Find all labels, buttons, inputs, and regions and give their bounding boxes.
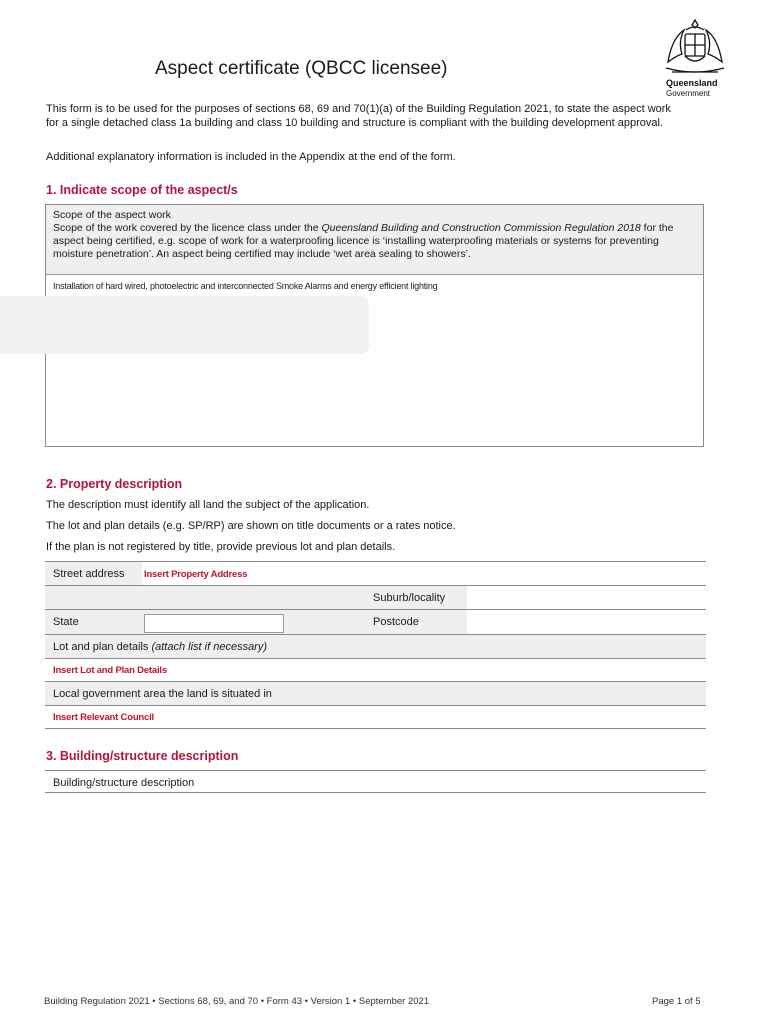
lot-plan-value[interactable]: Insert Lot and Plan Details [53, 665, 167, 676]
section-2-heading: 2. Property description [46, 477, 183, 491]
property-note-2: The lot and plan details (e.g. SP/RP) are shown on title documents or a rates notice. [46, 520, 456, 532]
queensland-coat-of-arms-icon [660, 16, 730, 78]
street-address-label: Street address [53, 568, 125, 580]
property-note-3: If the plan is not registered by title, provide previous lot and plan details. [46, 541, 396, 553]
footer-page-number: Page 1 of 5 [652, 996, 701, 1007]
state-input[interactable] [144, 614, 284, 633]
scope-field-label: Scope of the aspect work [53, 209, 171, 221]
council-value[interactable]: Insert Relevant Council [53, 712, 154, 723]
logo-wordmark: Queensland [666, 78, 718, 88]
scope-field-header [46, 205, 703, 275]
council-label: Local government area the land is situated in [53, 688, 272, 700]
state-label: State [53, 616, 79, 628]
lot-plan-label-row [45, 634, 706, 658]
building-description-row[interactable] [45, 770, 706, 793]
logo-wordmark-sub: Government [666, 89, 711, 96]
section-3-heading: 3. Building/structure description [46, 749, 239, 763]
council-value-row[interactable] [45, 705, 706, 729]
queensland-government-logo [660, 16, 730, 96]
appendix-note: Additional explanatory information is included in the Appendix at the end of the form. [46, 151, 456, 163]
suburb-row [45, 585, 706, 609]
street-address-row [45, 561, 706, 585]
property-note-1: The description must identify all land the subject of the application. [46, 499, 370, 511]
scope-field-value[interactable]: Installation of hard wired, photoelectric and interconnected Smoke Alarms and energy efficient lighting [53, 281, 438, 291]
state-postcode-row [45, 609, 706, 634]
footer-form-info: Building Regulation 2021 • Sections 68, 69, and 70 • Form 43 • Version 1 • September 2021 [44, 996, 430, 1007]
suburb-input[interactable] [467, 586, 706, 609]
postcode-label: Postcode [373, 616, 419, 628]
suburb-label: Suburb/locality [373, 592, 446, 604]
building-description-label: Building/structure description [53, 777, 195, 789]
section-1-heading: 1. Indicate scope of the aspect/s [46, 183, 238, 197]
overlay-panel [0, 296, 369, 354]
page-title: Aspect certificate (QBCC licensee) [155, 58, 448, 79]
lot-plan-label: Lot and plan details (attach list if necessary) [53, 641, 268, 653]
street-address-value[interactable]: Insert Property Address [144, 569, 248, 580]
council-label-row [45, 681, 706, 705]
lot-plan-value-row[interactable] [45, 658, 706, 681]
scope-field-help: Scope of the work covered by the licence class under the Queensland Building and Construction Commission Regulation 2018 for the aspect being certified, e.g. scope of work for a waterproofing licence is ‘installing waterproofing materials or systems for preventing moisture penetration’. An aspect being certified may include ‘wet area sealing to showers’. [53, 222, 674, 260]
intro-paragraph: This form is to be used for the purposes of sections 68, 69 and 70(1)(a) of the Building Regulation 2021, to state the aspect work for a single detached class 1a building and class 10 building and structure is compliant with the building development approval. [46, 103, 671, 129]
postcode-input[interactable] [467, 610, 706, 634]
